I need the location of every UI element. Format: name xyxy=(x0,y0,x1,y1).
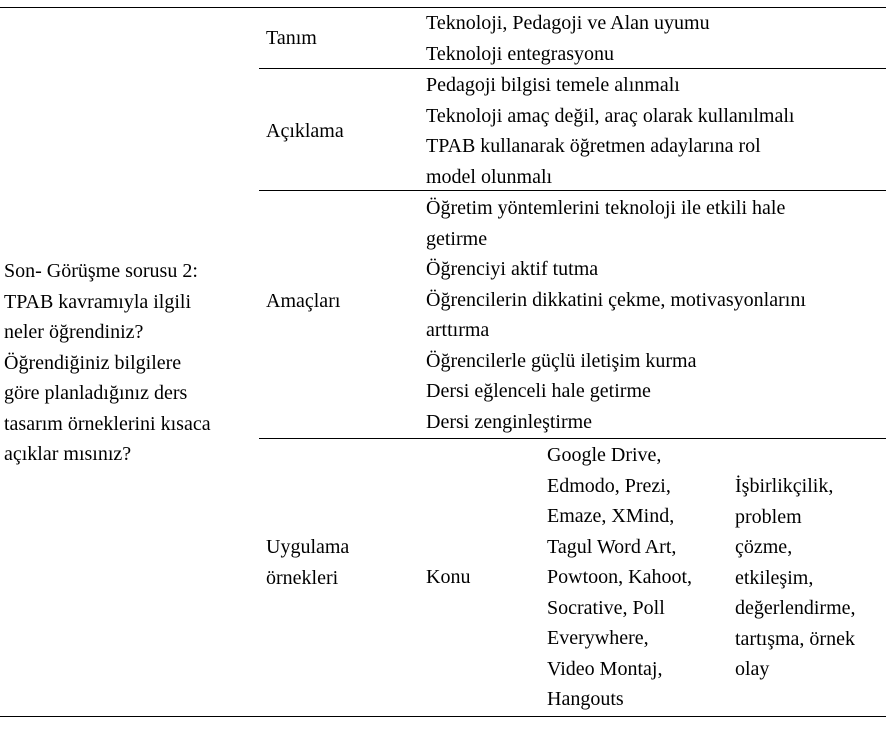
aciklama-content xyxy=(426,70,794,192)
uygulama-label xyxy=(266,532,349,593)
tanim-line: Teknoloji, Pedagoji ve Alan uyumu xyxy=(426,12,710,34)
method-line: İşbirlikçilik, xyxy=(735,475,834,497)
tool-line: Emaze, XMind, xyxy=(547,505,675,527)
method-line: çözme, xyxy=(735,536,793,558)
divider-amaclari xyxy=(259,438,886,439)
tool-line: Powtoon, Kahoot, xyxy=(547,566,692,588)
tanim-content xyxy=(426,8,710,69)
amaclari-content xyxy=(426,193,806,437)
method-line: etkileşim, xyxy=(735,566,814,589)
aciklama-line: Pedagoji bilgisi temele alınmalı xyxy=(426,74,680,96)
tool-line: Edmodo, Prezi, xyxy=(547,474,671,497)
amaclari-line: Öğrencilerle güçlü iletişim kurma xyxy=(426,349,697,372)
tanim-line: Teknoloji entegrasyonu xyxy=(426,42,614,65)
question-cell xyxy=(4,256,211,470)
amaclari-line: Öğrenciyi aktif tutma xyxy=(426,258,599,280)
tool-line: Video Montaj, xyxy=(547,657,663,680)
uygulama-label-line: Uygulama xyxy=(266,536,350,558)
question-line: Öğrendiğiniz bilgilere xyxy=(4,351,182,374)
question-line: tasarım örneklerini kısaca xyxy=(4,412,211,435)
question-line: Son- Görüşme sorusu 2: xyxy=(4,260,198,282)
tool-line: Google Drive, xyxy=(547,444,662,466)
tools-list xyxy=(547,440,692,715)
tanim-label: Tanım xyxy=(266,27,317,49)
tool-line: Socrative, Poll xyxy=(547,596,665,619)
method-line: problem xyxy=(735,505,802,528)
aciklama-line: model olunmalı xyxy=(426,165,553,188)
uygulama-label-line: örnekleri xyxy=(266,566,339,589)
method-line: değerlendirme, xyxy=(735,597,856,619)
amaclari-line: arttırma xyxy=(426,319,490,341)
amaclari-label: Amaçları xyxy=(266,290,341,312)
methods-list xyxy=(735,471,856,685)
aciklama-label: Açıklama xyxy=(266,120,344,142)
amaclari-line: getirme xyxy=(426,227,488,250)
method-line: tartışma, örnek xyxy=(735,627,855,650)
amaclari-line: Dersi zenginleştirme xyxy=(426,410,593,433)
amaclari-line: Öğrencilerin dikkatini çekme, motivasyonlarını xyxy=(426,288,806,311)
aciklama-line: Teknoloji amaç değil, araç olarak kullanılmalı xyxy=(426,104,795,127)
aciklama-line: TPAB kullanarak öğretmen adaylarına rol xyxy=(426,135,761,157)
bottom-rule xyxy=(0,716,886,717)
question-line: TPAB kavramıyla ilgili xyxy=(4,290,192,313)
amaclari-line: Öğretim yöntemlerini teknoloji ile etkili hale xyxy=(426,197,786,219)
amaclari-line: Dersi eğlenceli hale getirme xyxy=(426,380,651,402)
tool-line: Hangouts xyxy=(547,688,624,710)
konu-label: Konu xyxy=(426,566,471,588)
question-line: neler öğrendiniz? xyxy=(4,321,144,343)
question-line: göre planladığınız ders xyxy=(4,382,188,404)
method-line: olay xyxy=(735,658,770,680)
question-line: açıklar mısınız? xyxy=(4,443,132,465)
tool-line: Tagul Word Art, xyxy=(547,535,677,558)
tool-line: Everywhere, xyxy=(547,627,649,649)
